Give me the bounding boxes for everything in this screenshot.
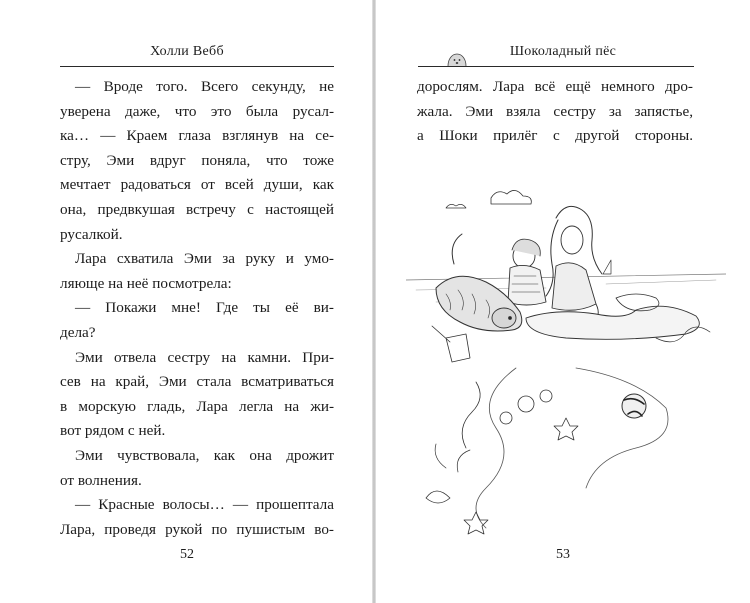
text-line: — Вроде того. Всего секунду, не [75, 78, 334, 95]
text-line: Эми чувствовала, как она дрожит [75, 446, 334, 464]
text-line: дела? [60, 323, 96, 341]
text-line: дорослям. Лара всё ещё немного дро- [417, 78, 693, 95]
text-line: ляюще на неё посмотрела: [60, 274, 232, 292]
text-line: мечтает радоваться от всей души, как [60, 176, 334, 194]
page-number: 53 [556, 547, 570, 562]
header-rule [418, 66, 694, 67]
text-line: — Покажи мне! Где ты её ви- [75, 299, 334, 317]
text-line: от волнения. [60, 471, 142, 489]
text-line: Лара, проведя рукой по пушистым во- [60, 520, 334, 538]
text-line: она, предвкушая встречу с настоящей [60, 200, 334, 218]
text-line: в морскую гладь, Лара легла на жи- [60, 397, 334, 415]
right-page [376, 0, 750, 603]
left-body-text [60, 75, 334, 542]
left-page [0, 0, 374, 603]
right-body-text [417, 75, 693, 149]
text-line: а Шоки прилёг с другой стороны. [417, 127, 693, 145]
header-rule [60, 66, 334, 67]
running-head-author: Холли Вебб [150, 44, 224, 59]
running-head-title: Шоколадный пёс [509, 44, 617, 59]
text-line: русалкой. [60, 225, 123, 243]
text-line: стру, Эми вдруг поняла, что тоже [60, 151, 334, 169]
text-line: сев на край, Эми стала всматриваться [60, 373, 334, 391]
text-line: Эми отвела сестру на камни. При- [75, 348, 334, 366]
text-line: ка… — Краем глаза взглянув на се- [60, 127, 334, 145]
text-line: уверена даже, что это была русал- [60, 102, 334, 120]
text-line: жала. Эми взяла сестру за запястье, [417, 102, 693, 120]
page-number: 52 [180, 547, 194, 562]
text-line: Лара схватила Эми за руку и умо- [75, 250, 334, 268]
text-line: — Красные волосы… — прошептала [75, 496, 334, 514]
beach-illustration [406, 168, 726, 538]
text-line: вот рядом с ней. [60, 422, 166, 440]
